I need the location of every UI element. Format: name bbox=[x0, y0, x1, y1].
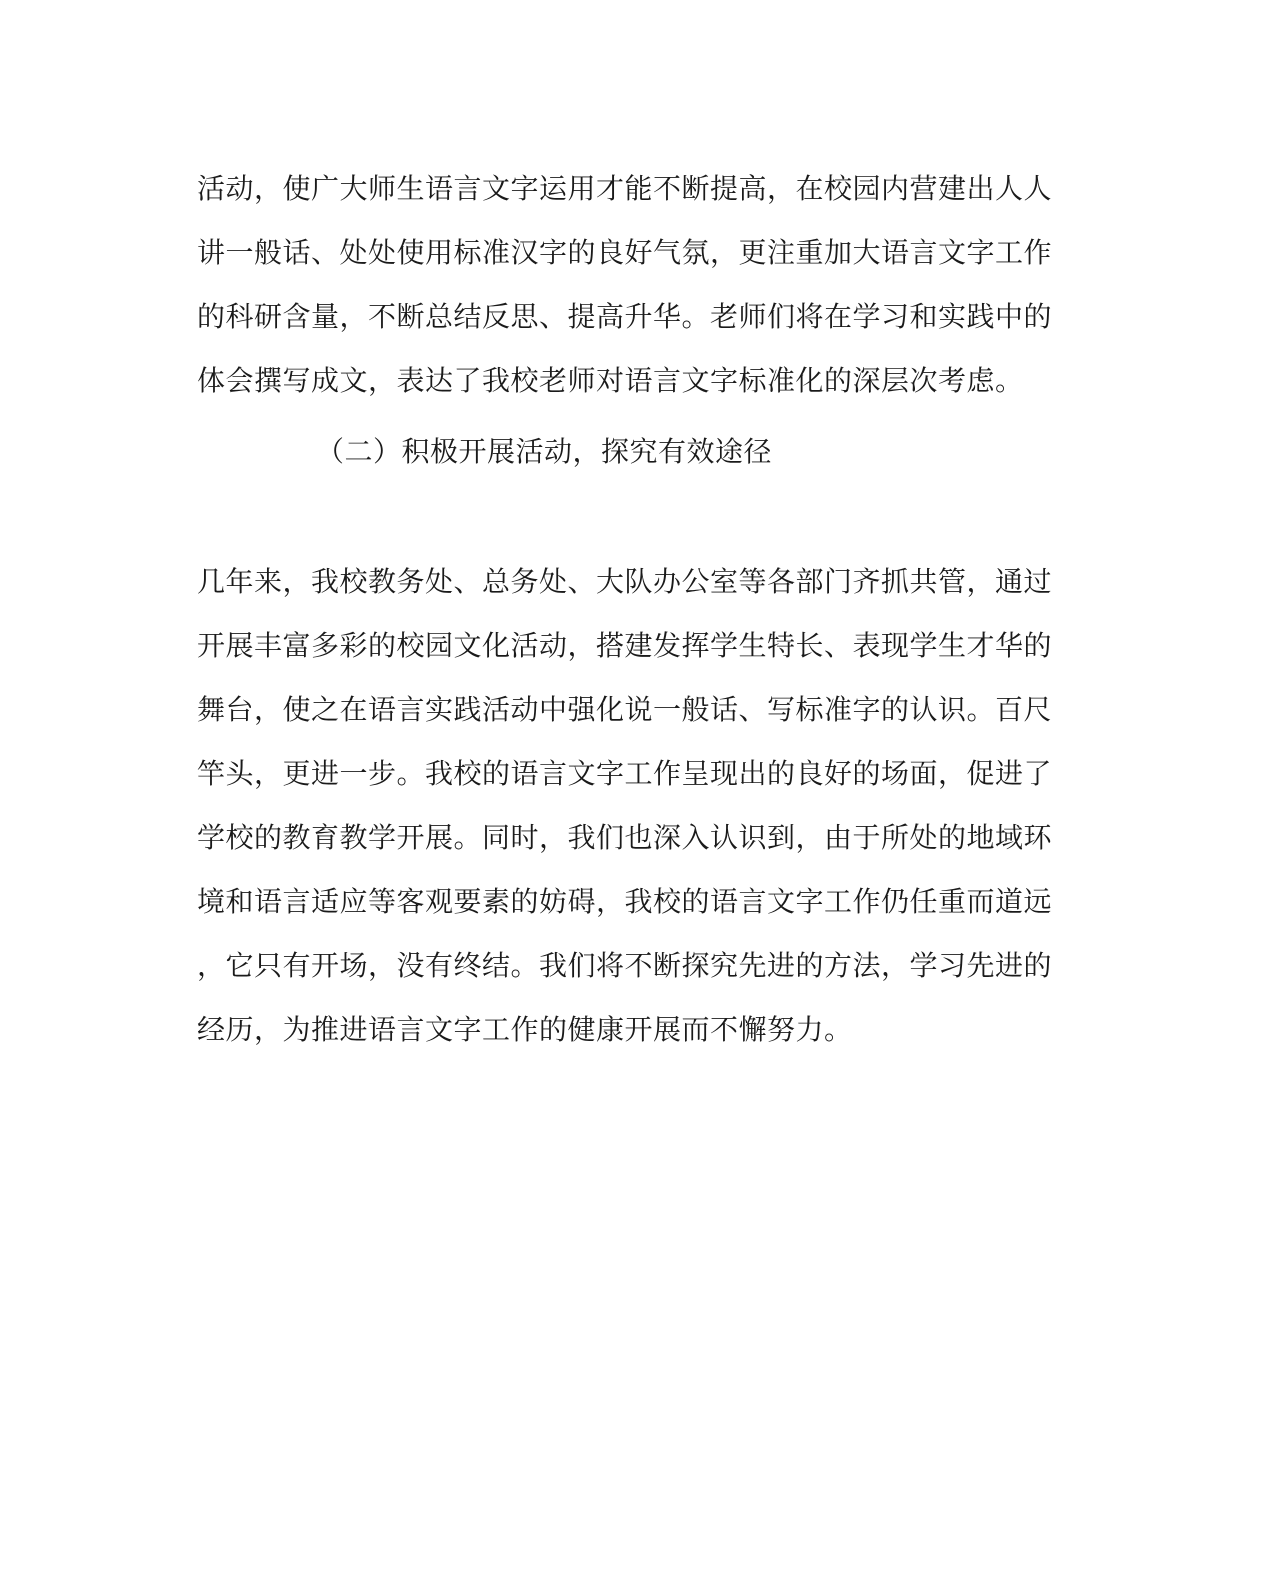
paragraph-line: ，它只有开场，没有终结。我们将不断探究先进的方法，学习先进的 bbox=[197, 949, 1053, 982]
paragraph-line: 舞台，使之在语言实践活动中强化说一般话、写标准字的认识。百尺 bbox=[197, 693, 1053, 726]
paragraph-line: 讲一般话、处处使用标准汉字的良好气氛，更注重加大语言文字工作 bbox=[197, 236, 1053, 269]
paragraph-line: 境和语言适应等客观要素的妨碍，我校的语言文字工作仍任重而道远 bbox=[197, 885, 1053, 918]
paragraph-line: 几年来，我校教务处、总务处、大队办公室等各部门齐抓共管，通过 bbox=[197, 565, 1053, 598]
paragraph-line: 竿头，更进一步。我校的语言文字工作呈现出的良好的场面，促进了 bbox=[197, 757, 1053, 790]
paragraph-line: 开展丰富多彩的校园文化活动，搭建发挥学生特长、表现学生才华的 bbox=[197, 629, 1053, 662]
paragraph-line: 学校的教育教学开展。同时，我们也深入认识到，由于所处的地域环 bbox=[197, 821, 1053, 854]
paragraph-line: 体会撰写成文，表达了我校老师对语言文字标准化的深层次考虑。 bbox=[197, 364, 1024, 397]
paragraph-2 bbox=[197, 550, 1077, 1062]
paragraph-1 bbox=[197, 157, 1077, 413]
paragraph-line: 的科研含量，不断总结反思、提高升华。老师们将在学习和实践中的 bbox=[197, 300, 1053, 333]
section-heading: （二）积极开展活动，探究有效途径 bbox=[316, 435, 773, 468]
paragraph-line: 活动，使广大师生语言文字运用才能不断提高，在校园内营建出人人 bbox=[197, 172, 1053, 205]
paragraph-line: 经历，为推进语言文字工作的健康开展而不懈努力。 bbox=[197, 1013, 853, 1046]
